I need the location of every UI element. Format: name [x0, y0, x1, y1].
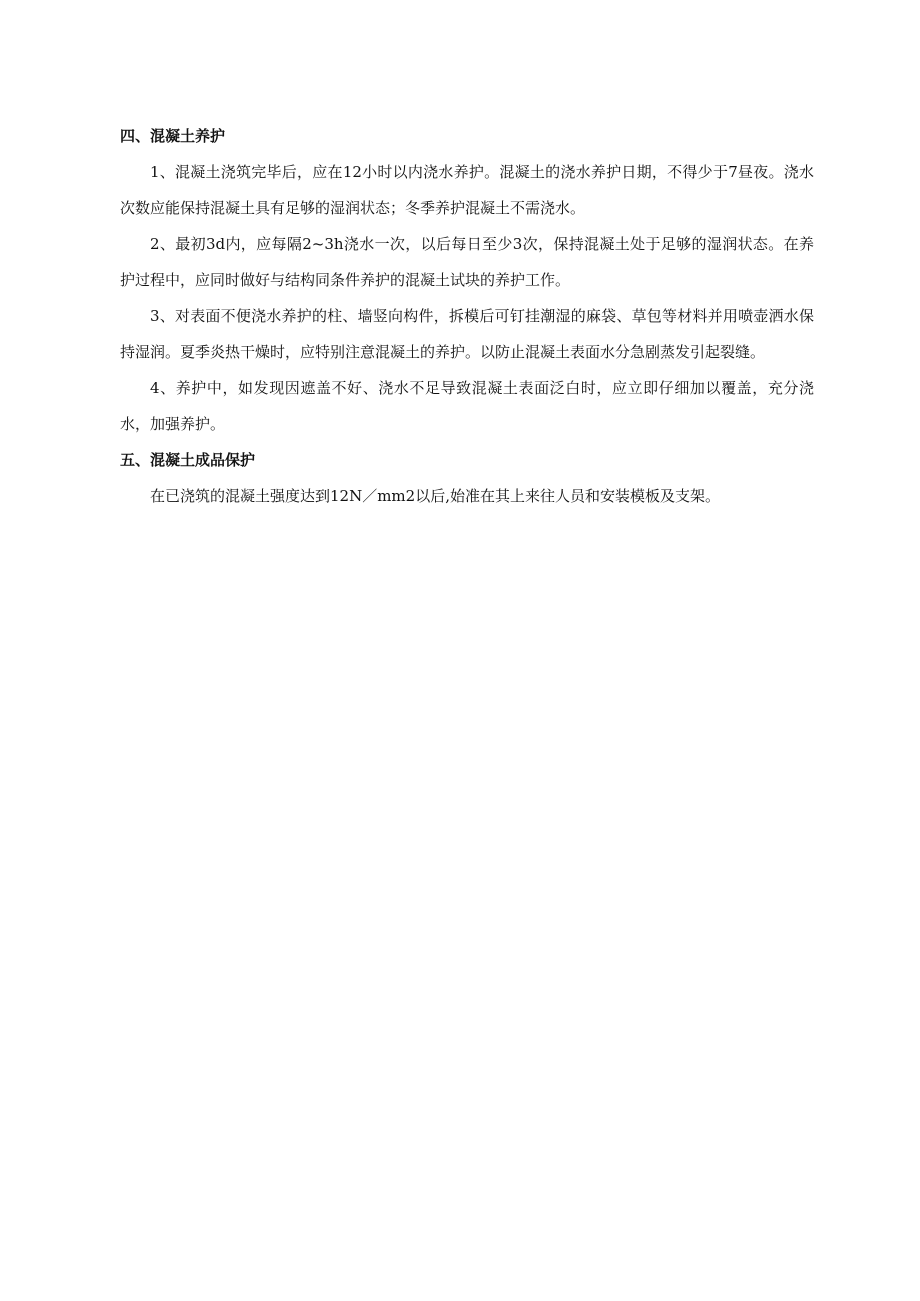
paragraph: 1、混凝土浇筑完毕后，应在12小时以内浇水养护。混凝土的浇水养护日期，不得少于7昼夜。浇水次数应能保持混凝土具有足够的湿润状态；冬季养护混凝土不需浇水。	[120, 163, 814, 217]
paragraph: 2、最初3d内，应每隔2~3h浇水一次，以后每日至少3次，保持混凝土处于足够的湿润状态。在养护过程中，应同时做好与结构同条件养护的混凝土试块的养护工作。	[120, 235, 814, 289]
section-concrete-curing	[120, 118, 814, 442]
section-heading: 五、混凝土成品保护	[120, 451, 256, 469]
section-finished-product-protection	[120, 442, 814, 514]
paragraph: 4、养护中，如发现因遮盖不好、浇水不足导致混凝土表面泛白时，应立即仔细加以覆盖，充分浇水，加强养护。	[120, 379, 814, 433]
paragraph: 3、对表面不便浇水养护的柱、墙竖向构件，拆模后可钉挂潮湿的麻袋、草包等材料并用喷壶洒水保持湿润。夏季炎热干燥时，应特别注意混凝土的养护。以防止混凝土表面水分急剧蒸发引起裂缝。	[120, 307, 814, 361]
document-body	[120, 118, 814, 514]
section-heading: 四、混凝土养护	[120, 127, 226, 145]
paragraph: 在已浇筑的混凝土强度达到12N／mm2以后,始准在其上来往人员和安装模板及支架。	[150, 487, 720, 505]
